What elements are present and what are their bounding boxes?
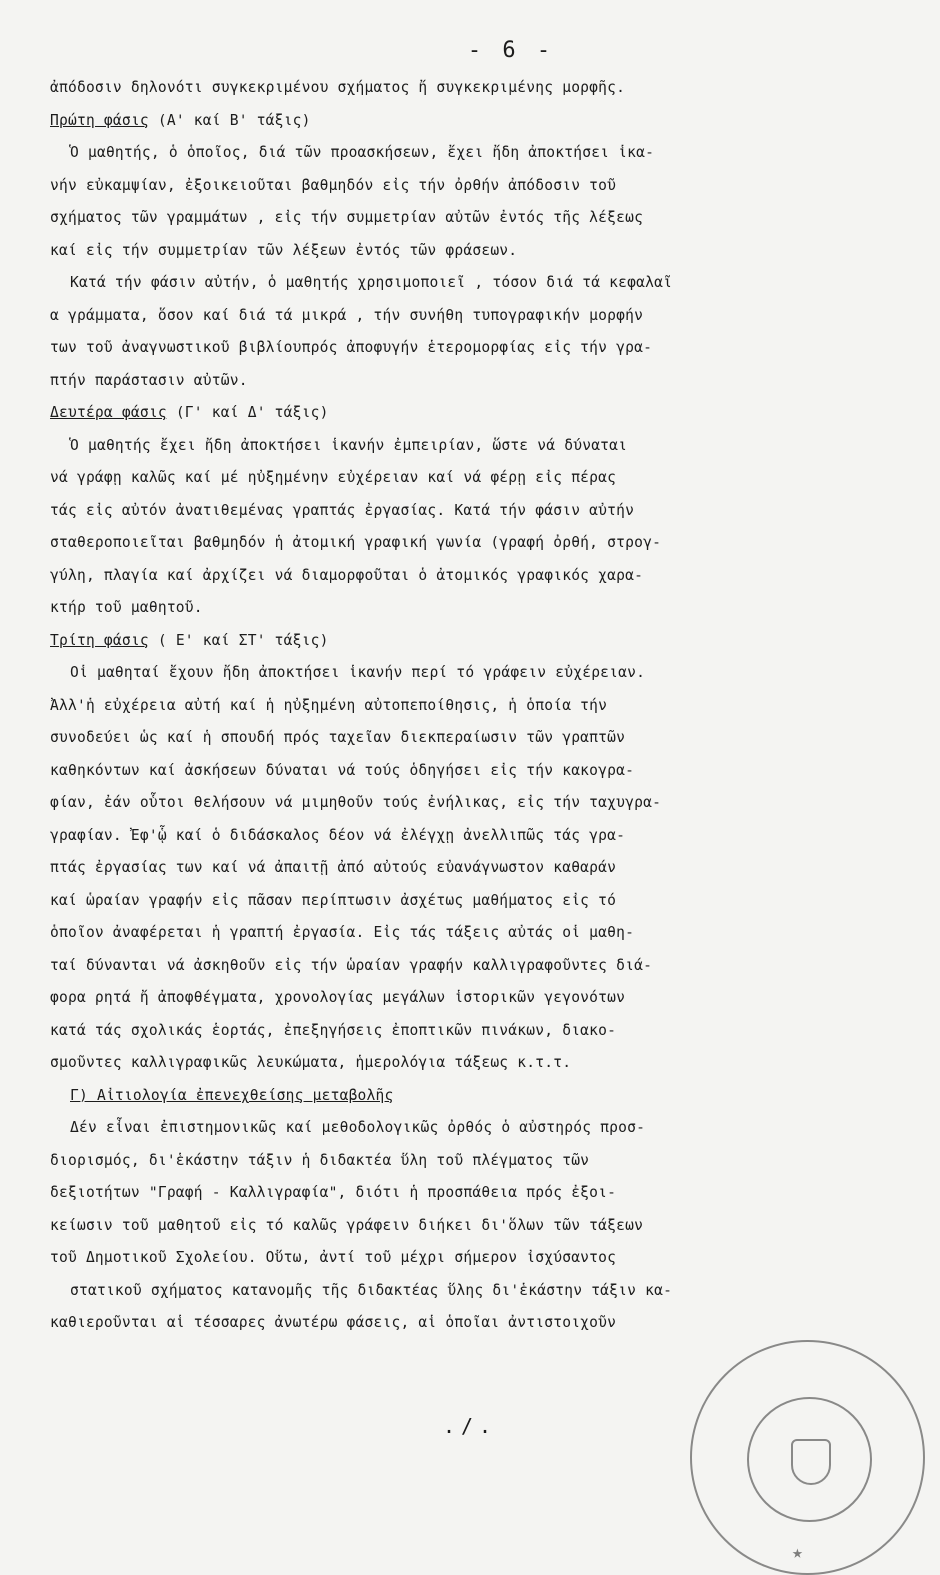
text-line: ταί δύνανται νά ἀσκηθοῦν εἰς τήν ὡραίαν γραφήν καλλιγραφοῦντες διά- xyxy=(50,956,653,974)
text-line: τοῦ Δημοτικοῦ Σχολείου. Οὕτω, ἀντί τοῦ μέχρι σήμερον ἰσχύσαντος xyxy=(50,1249,617,1266)
text-line: Κατά τήν φάσιν αὐτήν, ὁ μαθητής χρησιμοποιεῖ , τόσον διά τά κεφαλαῖ xyxy=(70,274,673,291)
text-line: δεξιοτήτων "Γραφή - Καλλιγραφία", διότι ἡ προσπάθεια πρός ἐξοι- xyxy=(50,1184,617,1201)
text-line: στατικοῦ σχήματος κατανομῆς τῆς διδακτέας ὕλης δι'ἑκάστην τάξιν κα- xyxy=(70,1281,673,1299)
official-stamp xyxy=(690,1340,925,1575)
text-line: κτήρ τοῦ μαθητοῦ. xyxy=(50,599,203,616)
coat-of-arms-icon xyxy=(791,1439,831,1485)
text-line: φίαν, ἐάν οὗτοι θελήσουν νά μιμηθοῦν τούς ἐνήλικας, εἰς τήν ταχυγρα- xyxy=(50,794,662,811)
heading-underlined: Γ) Αἰτιολογία ἐπενεχθείσης μεταβολῆς xyxy=(70,1086,394,1104)
text-line: πτάς ἐργασίας των καί νά ἀπαιτῇ ἀπό αὐτούς εὐανάγνωστον καθαράν xyxy=(50,859,617,876)
text-line: ἀπόδοσιν δηλονότι συγκεκριμένου σχήματος ἤ συγκεκριμένης μορφῆς. xyxy=(50,79,626,96)
continuation-mark: ./. xyxy=(442,1414,498,1438)
text-line: σμοῦντες καλλιγραφικῶς λευκώματα, ἡμερολόγια τάξεως κ.τ.τ. xyxy=(50,1054,572,1071)
text-line: Ἀλλ'ἡ εὐχέρεια αὐτή καί ἡ ηὐξημένη αὐτοπεποίθησις, ἡ ὁποία τήν xyxy=(50,696,608,714)
text-line: συνοδεύει ὡς καί ἡ σπουδή πρός ταχεῖαν διεκπεραίωσιν τῶν γραπτῶν xyxy=(50,729,626,746)
section-heading xyxy=(50,105,932,138)
text-line: των τοῦ ἀναγνωστικοῦ βιβλίουπρός ἀποφυγήν ἑτερομορφίας εἰς τήν γρα- xyxy=(50,339,653,356)
text-line: σχήματος τῶν γραμμάτων , εἰς τήν συμμετρίαν αὐτῶν ἐντός τῆς λέξεως xyxy=(50,209,644,226)
text-line: Ὁ μαθητής, ὁ ὁποῖος, διά τῶν προασκήσεων, ἔχει ἤδη ἀποκτήσει ἱκα- xyxy=(70,144,655,161)
text-line: ὁποῖον ἀναφέρεται ἡ γραπτή ἐργασία. Εἰς τάς τάξεις αὐτάς οἱ μαθη- xyxy=(50,924,635,941)
text-line: νά γράφῃ καλῶς καί μέ ηὐξημένην εὐχέρειαν καί νά φέρῃ εἰς πέρας xyxy=(50,469,617,486)
section-heading xyxy=(50,625,932,658)
star-icon: ★ xyxy=(792,1542,803,1563)
stamp-inner-ring xyxy=(747,1397,872,1522)
text-line: φορα ρητά ἤ ἀποφθέγματα, χρονολογίας μεγάλων ἱστορικῶν γεγονότων xyxy=(50,989,626,1006)
text-line: τάς εἰς αὐτόν ἀνατιθεμένας γραπτάς ἐργασίας. Κατά τήν φάσιν αὐτήν xyxy=(50,501,635,519)
heading-underlined: Πρώτη φάσις xyxy=(50,111,149,129)
section-heading xyxy=(50,1080,932,1113)
text-line: γραφίαν. Ἐφ'ᾧ καί ὁ διδάσκαλος δέον νά ἐλέγχῃ ἀνελλιπῶς τάς γρα- xyxy=(50,826,626,844)
heading-underlined: Δευτέρα φάσις xyxy=(50,404,167,421)
text-line: καθιεροῦνται αἱ τέσσαρες ἀνωτέρω φάσεις, αἱ ὁποῖαι ἀντιστοιχοῦν xyxy=(50,1314,617,1331)
text-line: πτήν παράστασιν αὐτῶν. xyxy=(50,371,248,389)
text-line: Δέν εἶναι ἐπιστημονικῶς καί μεθοδολογικῶς ὀρθός ὁ αὐστηρός προσ- xyxy=(70,1119,646,1136)
text-line: νήν εὐκαμψίαν, ἐξοικειοῦται βαθμηδόν εἰς τήν ὀρθήν ἀπόδοσιν τοῦ xyxy=(50,176,617,194)
text-line: καί ὡραίαν γραφήν εἰς πᾶσαν περίπτωσιν ἀσχέτως μαθήματος εἰς τό xyxy=(50,891,617,909)
section-heading xyxy=(50,397,932,430)
heading-rest: (Γ' καί Δ' τάξις) xyxy=(166,404,329,421)
heading-rest: ( Ε' καί ΣΤ' τάξις) xyxy=(148,631,329,649)
text-line: καθηκόντων καί ἀσκήσεων δύναται νά τούς ὁδηγήσει εἰς τήν κακογρα- xyxy=(50,761,635,779)
text-line: γύλη, πλαγία καί ἀρχίζει νά διαμορφοῦται ὁ ἀτομικός γραφικός χαρα- xyxy=(50,566,644,584)
text-line: α γράμματα, ὅσον καί διά τά μικρά , τήν συνήθη τυπογραφικήν μορφήν xyxy=(50,306,644,324)
text-line: διορισμός, δι'ἑκάστην τάξιν ἡ διδακτέα ὕλη τοῦ πλέγματος τῶν xyxy=(50,1151,590,1169)
heading-underlined: Τρίτη φάσις xyxy=(50,631,149,649)
text-line: κείωσιν τοῦ μαθητοῦ εἰς τό καλῶς γράφειν διήκει δι'ὅλων τῶν τάξεων xyxy=(50,1216,644,1234)
text-line: κατά τάς σχολικάς ἑορτάς, ἐπεξηγήσεις ἐποπτικῶν πινάκων, διακο- xyxy=(50,1021,617,1039)
text-line: Ὁ μαθητής ἔχει ἤδη ἀποκτήσει ἱκανήν ἐμπειρίαν, ὥστε νά δύναται xyxy=(70,436,628,454)
text-line: σταθεροποιεῖται βαθμηδόν ἡ ἀτομική γραφική γωνία (γραφή ὀρθή, στρογ- xyxy=(50,534,662,551)
page-number: - 6 - xyxy=(467,38,555,63)
heading-rest: (Α' καί Β' τάξις) xyxy=(148,111,311,129)
text-body xyxy=(50,72,932,1340)
text-line: Οἱ μαθηταί ἔχουν ἤδη ἀποκτήσει ἱκανήν περί τό γράφειν εὐχέρειαν. xyxy=(70,664,646,681)
text-line: καί εἰς τήν συμμετρίαν τῶν λέξεων ἐντός τῶν φράσεων. xyxy=(50,241,518,259)
